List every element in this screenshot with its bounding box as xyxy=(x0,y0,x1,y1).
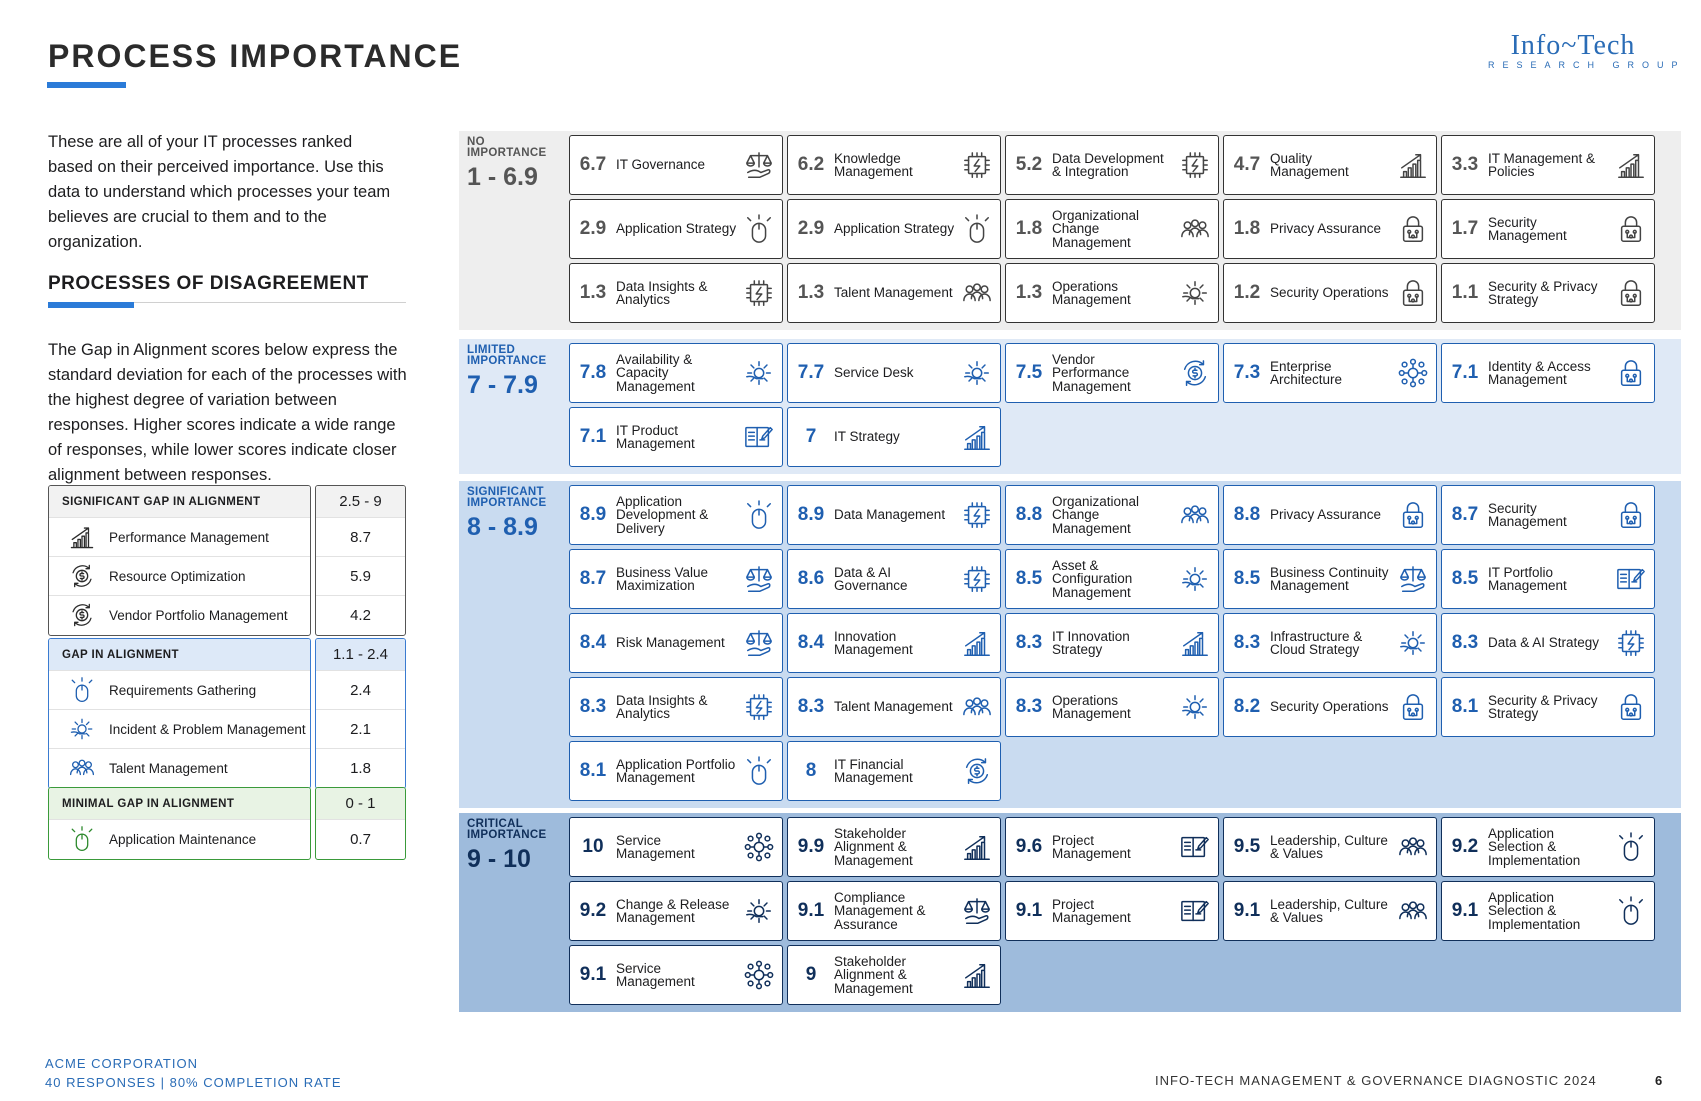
band-range: 8 - 8.9 xyxy=(467,513,538,541)
band-label xyxy=(467,487,567,542)
chart-growth-icon xyxy=(1178,626,1212,660)
scale-hand-icon xyxy=(742,148,776,182)
process-name: Enterprise Architecture xyxy=(1270,358,1343,387)
gap-process-name: Application Maintenance xyxy=(109,831,257,847)
gear-hand-icon xyxy=(1396,626,1430,660)
process-card xyxy=(569,741,783,801)
process-card xyxy=(787,945,1001,1005)
gap-score-list xyxy=(315,485,406,636)
gap-description: The Gap in Alignment scores below express the standard deviation for each of the processes with the highest degree of variation between responses. Higher scores indicate a wide range of responses, while lower scores indicate closer alignment between responses. xyxy=(48,341,407,484)
gap-process-name: Resource Optimization xyxy=(109,568,246,584)
process-card xyxy=(1441,343,1655,403)
lock-icon xyxy=(1396,690,1430,724)
process-card xyxy=(1441,613,1655,673)
lock-icon xyxy=(1614,690,1648,724)
process-name: IT Governance xyxy=(616,157,706,173)
process-score: 8.9 xyxy=(579,504,607,525)
process-name: Data & AI Strategy xyxy=(1488,635,1600,651)
chart-growth-icon xyxy=(960,958,994,992)
process-name: Data Management xyxy=(834,507,946,523)
process-score: 7.1 xyxy=(1451,362,1479,383)
band-name: SIGNIFICANT IMPORTANCE xyxy=(467,486,547,509)
process-name: Talent Management xyxy=(834,285,953,301)
process-score: 1.1 xyxy=(1451,282,1479,303)
process-name: Innovation Management xyxy=(834,628,913,657)
process-card xyxy=(569,485,783,545)
title-underline xyxy=(47,82,126,88)
footer-company-info xyxy=(45,1054,342,1092)
process-name: Leadership, Culture & Values xyxy=(1270,832,1388,861)
importance-band xyxy=(459,481,1681,808)
mouse-click-icon xyxy=(1614,830,1648,864)
gap-process-list xyxy=(48,638,311,789)
process-card xyxy=(1223,263,1437,323)
logo-wordmark: Info~Tech xyxy=(1510,30,1636,61)
process-name: Security & Privacy Strategy xyxy=(1488,278,1598,307)
people-group-icon xyxy=(1396,894,1430,928)
process-card xyxy=(1005,677,1219,737)
gap-group xyxy=(48,638,406,790)
process-name: Service Management xyxy=(616,960,695,989)
process-score: 8.5 xyxy=(1015,568,1043,589)
gap-process-name: Performance Management xyxy=(109,529,269,545)
process-score: 9.1 xyxy=(579,964,607,985)
gap-process-name: Talent Management xyxy=(109,760,228,776)
band-name: CRITICAL IMPORTANCE xyxy=(467,818,547,841)
process-card xyxy=(1005,135,1219,195)
process-card xyxy=(787,817,1001,877)
band-range: 7 - 7.9 xyxy=(467,371,538,399)
process-score: 8.3 xyxy=(1233,632,1261,653)
process-name: Security Management xyxy=(1488,214,1567,243)
people-group-icon xyxy=(1178,498,1212,532)
gap-score: 4.2 xyxy=(316,595,405,634)
process-score: 1.2 xyxy=(1233,282,1261,303)
importance-band xyxy=(459,813,1681,1012)
process-card xyxy=(787,135,1001,195)
footer-responses: 40 RESPONSES | 80% COMPLETION RATE xyxy=(45,1075,342,1090)
process-card xyxy=(1441,199,1655,259)
scale-hand-icon xyxy=(1396,562,1430,596)
process-card xyxy=(1441,677,1655,737)
process-card xyxy=(1005,199,1219,259)
chip-bolt-icon xyxy=(742,276,776,310)
process-name: Organizational Change Management xyxy=(1052,493,1140,536)
process-name: Service Desk xyxy=(834,365,914,381)
process-name: Asset & Configuration Management xyxy=(1052,557,1133,600)
scale-hand-icon xyxy=(742,626,776,660)
process-name: Vendor Performance Management xyxy=(1052,351,1131,394)
process-card xyxy=(1223,613,1437,673)
gear-hand-icon xyxy=(1178,690,1212,724)
gap-group-range: 0 - 1 xyxy=(316,788,405,819)
band-name: NO IMPORTANCE xyxy=(467,136,547,159)
gap-row xyxy=(49,819,310,858)
process-name: Operations Management xyxy=(1052,692,1131,721)
lock-icon xyxy=(1396,498,1430,532)
gap-process-list xyxy=(48,485,311,636)
process-name: Data Insights & Analytics xyxy=(616,692,708,721)
page-title: PROCESS IMPORTANCE xyxy=(48,38,463,74)
lock-icon xyxy=(1614,356,1648,390)
process-score: 8.6 xyxy=(797,568,825,589)
gap-score-list xyxy=(315,787,406,860)
gap-row xyxy=(49,517,310,556)
process-name: Security Operations xyxy=(1270,699,1389,715)
network-hub-icon xyxy=(1396,356,1430,390)
process-name: Application Development & Delivery xyxy=(616,493,709,536)
process-name: Organizational Change Management xyxy=(1052,207,1140,250)
process-score: 7.3 xyxy=(1233,362,1261,383)
process-name: Data Insights & Analytics xyxy=(616,278,708,307)
process-score: 1.8 xyxy=(1015,218,1043,239)
gap-row xyxy=(49,670,310,709)
process-card xyxy=(1223,817,1437,877)
mouse-click-icon xyxy=(1614,894,1648,928)
process-score: 8.9 xyxy=(797,504,825,525)
process-name: IT Management & Policies xyxy=(1488,150,1596,179)
process-card xyxy=(1005,485,1219,545)
process-card xyxy=(787,613,1001,673)
process-score: 7.7 xyxy=(797,362,825,383)
mouse-click-icon xyxy=(67,677,97,703)
chart-growth-icon xyxy=(67,524,97,550)
chip-bolt-icon xyxy=(1614,626,1648,660)
process-score: 6.7 xyxy=(579,154,607,175)
process-score: 6.2 xyxy=(797,154,825,175)
process-name: Infrastructure & Cloud Strategy xyxy=(1270,628,1363,657)
gap-row xyxy=(49,595,310,634)
gap-score: 2.4 xyxy=(316,670,405,709)
process-score: 3.3 xyxy=(1451,154,1479,175)
process-name: Stakeholder Alignment & Management xyxy=(834,825,913,868)
chip-bolt-icon xyxy=(960,498,994,532)
process-card xyxy=(569,677,783,737)
process-card xyxy=(787,263,1001,323)
process-name: Application Selection & Implementation xyxy=(1488,889,1581,932)
chip-bolt-icon xyxy=(1178,148,1212,182)
process-score: 9 xyxy=(805,964,817,985)
process-score: 8.1 xyxy=(1451,696,1479,717)
process-card xyxy=(569,407,783,467)
process-name: Project Management xyxy=(1052,832,1131,861)
process-score: 9.6 xyxy=(1015,836,1043,857)
process-card xyxy=(1005,343,1219,403)
process-card xyxy=(1441,817,1655,877)
process-card xyxy=(787,485,1001,545)
book-pen-icon xyxy=(1178,830,1212,864)
process-name: Quality Management xyxy=(1270,150,1349,179)
book-pen-icon xyxy=(1178,894,1212,928)
process-card xyxy=(569,549,783,609)
process-name: Talent Management xyxy=(834,699,953,715)
process-score: 9.1 xyxy=(1015,900,1043,921)
process-score: 8.1 xyxy=(579,760,607,781)
gap-process-name: Incident & Problem Management xyxy=(109,721,306,737)
process-name: IT Portfolio Management xyxy=(1488,564,1567,593)
chart-growth-icon xyxy=(960,626,994,660)
gap-score-list xyxy=(315,638,406,789)
process-card xyxy=(787,407,1001,467)
process-name: Privacy Assurance xyxy=(1270,221,1382,237)
band-label xyxy=(467,819,567,874)
process-name: Security Operations xyxy=(1270,285,1389,301)
gap-group xyxy=(48,787,406,861)
lock-icon xyxy=(1396,276,1430,310)
process-card xyxy=(787,741,1001,801)
gear-hand-icon xyxy=(960,356,994,390)
process-name: Project Management xyxy=(1052,896,1131,925)
process-name: Data & AI Governance xyxy=(834,564,908,593)
gap-score: 5.9 xyxy=(316,556,405,595)
process-name: Application Strategy xyxy=(616,221,737,237)
chart-growth-icon xyxy=(1614,148,1648,182)
process-card xyxy=(1441,549,1655,609)
gap-score: 1.8 xyxy=(316,748,405,787)
dollar-cycle-icon xyxy=(67,563,97,589)
gap-group-label: MINIMAL GAP IN ALIGNMENT xyxy=(49,788,310,819)
process-card xyxy=(1223,485,1437,545)
process-score: 10 xyxy=(582,836,604,857)
people-group-icon xyxy=(960,276,994,310)
process-name: Operations Management xyxy=(1052,278,1131,307)
process-card xyxy=(1441,881,1655,941)
process-name: Change & Release Management xyxy=(616,896,730,925)
footer-report-title: INFO-TECH MANAGEMENT & GOVERNANCE DIAGNOSTIC 2024 xyxy=(1155,1073,1597,1088)
process-card xyxy=(1223,677,1437,737)
scale-hand-icon xyxy=(742,562,776,596)
process-score: 1.3 xyxy=(797,282,825,303)
gap-score: 2.1 xyxy=(316,709,405,748)
mouse-click-icon xyxy=(742,498,776,532)
gap-process-name: Requirements Gathering xyxy=(109,682,257,698)
gap-group-range: 2.5 - 9 xyxy=(316,486,405,517)
process-score: 9.1 xyxy=(1233,900,1261,921)
process-score: 8.7 xyxy=(579,568,607,589)
process-score: 9.2 xyxy=(1451,836,1479,857)
process-name: Application Portfolio Management xyxy=(616,756,736,785)
process-card xyxy=(569,881,783,941)
process-score: 1.3 xyxy=(1015,282,1043,303)
people-group-icon xyxy=(960,690,994,724)
chart-growth-icon xyxy=(960,420,994,454)
process-name: Privacy Assurance xyxy=(1270,507,1382,523)
gear-hand-icon xyxy=(1178,276,1212,310)
lock-icon xyxy=(1614,212,1648,246)
people-group-icon xyxy=(1178,212,1212,246)
gear-hand-icon xyxy=(742,356,776,390)
band-range: 9 - 10 xyxy=(467,845,531,873)
process-score: 2.9 xyxy=(579,218,607,239)
process-score: 7 xyxy=(805,426,817,447)
network-hub-icon xyxy=(742,830,776,864)
process-score: 8 xyxy=(805,760,817,781)
gap-group-label: GAP IN ALIGNMENT xyxy=(49,639,310,670)
gap-row xyxy=(49,709,310,748)
process-card xyxy=(1441,135,1655,195)
process-name: Availability & Capacity Management xyxy=(616,351,695,394)
lock-icon xyxy=(1396,212,1430,246)
people-group-icon xyxy=(1396,830,1430,864)
process-score: 9.9 xyxy=(797,836,825,857)
process-name: Compliance Management & Assurance xyxy=(834,889,926,932)
process-card xyxy=(1005,613,1219,673)
process-card xyxy=(569,817,783,877)
process-name: IT Strategy xyxy=(834,429,900,445)
band-range: 1 - 6.9 xyxy=(467,163,538,191)
process-name: Stakeholder Alignment & Management xyxy=(834,953,913,996)
process-score: 7.8 xyxy=(579,362,607,383)
heading-underline xyxy=(48,302,134,308)
dollar-cycle-icon xyxy=(1178,356,1212,390)
process-name: Identity & Access Management xyxy=(1488,358,1591,387)
process-card xyxy=(1441,485,1655,545)
chip-bolt-icon xyxy=(960,148,994,182)
process-score: 9.2 xyxy=(579,900,607,921)
mouse-click-icon xyxy=(67,826,97,852)
process-card xyxy=(787,881,1001,941)
book-pen-icon xyxy=(742,420,776,454)
process-score: 9.1 xyxy=(1451,900,1479,921)
process-name: Application Selection & Implementation xyxy=(1488,825,1581,868)
band-label xyxy=(467,137,567,192)
process-score: 8.5 xyxy=(1233,568,1261,589)
chip-bolt-icon xyxy=(742,690,776,724)
disagreement-heading: PROCESSES OF DISAGREEMENT xyxy=(48,273,369,294)
gap-process-name: Vendor Portfolio Management xyxy=(109,607,288,623)
process-score: 8.3 xyxy=(797,696,825,717)
gear-hand-icon xyxy=(742,894,776,928)
process-name: Business Value Maximization xyxy=(616,564,709,593)
process-score: 8.8 xyxy=(1233,504,1261,525)
process-card xyxy=(569,199,783,259)
process-score: 8.3 xyxy=(579,696,607,717)
process-name: Security Management xyxy=(1488,500,1567,529)
intro-paragraph: These are all of your IT processes ranked based on their perceived importance. Use this data to understand which processes your team believes are crucial to them and to the organization. xyxy=(48,133,391,251)
gap-group-label: SIGNIFICANT GAP IN ALIGNMENT xyxy=(49,486,310,517)
process-score: 2.9 xyxy=(797,218,825,239)
process-score: 1.8 xyxy=(1233,218,1261,239)
process-score: 8.8 xyxy=(1015,504,1043,525)
process-card xyxy=(1005,263,1219,323)
chart-growth-icon xyxy=(960,830,994,864)
process-card xyxy=(1223,881,1437,941)
process-score: 9.1 xyxy=(797,900,825,921)
process-score: 8.4 xyxy=(579,632,607,653)
dollar-cycle-icon xyxy=(960,754,994,788)
process-card xyxy=(569,135,783,195)
process-name: Business Continuity Management xyxy=(1270,564,1389,593)
process-score: 9.5 xyxy=(1233,836,1261,857)
process-score: 8.2 xyxy=(1233,696,1261,717)
process-card xyxy=(569,613,783,673)
process-name: IT Financial Management xyxy=(834,756,913,785)
process-card xyxy=(1005,549,1219,609)
process-name: Data Development & Integration xyxy=(1052,150,1164,179)
lock-icon xyxy=(1614,276,1648,310)
process-card xyxy=(569,343,783,403)
importance-band xyxy=(459,131,1681,330)
band-label xyxy=(467,345,567,400)
process-card xyxy=(787,199,1001,259)
process-score: 5.2 xyxy=(1015,154,1043,175)
book-pen-icon xyxy=(1614,562,1648,596)
chip-bolt-icon xyxy=(960,562,994,596)
process-name: Leadership, Culture & Values xyxy=(1270,896,1388,925)
process-card xyxy=(787,343,1001,403)
process-score: 1.7 xyxy=(1451,218,1479,239)
band-name: LIMITED IMPORTANCE xyxy=(467,344,547,367)
process-score: 8.7 xyxy=(1451,504,1479,525)
gap-score: 0.7 xyxy=(316,819,405,858)
lock-icon xyxy=(1614,498,1648,532)
process-card xyxy=(1223,199,1437,259)
gap-score: 8.7 xyxy=(316,517,405,556)
process-name: Application Strategy xyxy=(834,221,955,237)
gap-process-list xyxy=(48,787,311,860)
gap-group-range: 1.1 - 2.4 xyxy=(316,639,405,670)
process-card xyxy=(1223,549,1437,609)
mouse-click-icon xyxy=(960,212,994,246)
process-name: Security & Privacy Strategy xyxy=(1488,692,1598,721)
process-score: 8.5 xyxy=(1451,568,1479,589)
process-score: 8.3 xyxy=(1015,696,1043,717)
process-card xyxy=(1441,263,1655,323)
process-name: Service Management xyxy=(616,832,695,861)
gear-hand-icon xyxy=(1178,562,1212,596)
process-name: Risk Management xyxy=(616,635,725,651)
gap-group xyxy=(48,485,406,637)
network-hub-icon xyxy=(742,958,776,992)
process-name: IT Innovation Strategy xyxy=(1052,628,1130,657)
chart-growth-icon xyxy=(1396,148,1430,182)
gear-hand-icon xyxy=(67,716,97,742)
mouse-click-icon xyxy=(742,212,776,246)
process-card xyxy=(1223,343,1437,403)
dollar-cycle-icon xyxy=(67,602,97,628)
process-score: 8.3 xyxy=(1015,632,1043,653)
process-score: 8.3 xyxy=(1451,632,1479,653)
process-score: 7.5 xyxy=(1015,362,1043,383)
process-name: IT Product Management xyxy=(616,422,695,451)
process-score: 1.3 xyxy=(579,282,607,303)
process-card xyxy=(1005,817,1219,877)
process-card xyxy=(1005,881,1219,941)
gap-row xyxy=(49,748,310,787)
process-card xyxy=(569,263,783,323)
footer-company: ACME CORPORATION xyxy=(45,1056,198,1071)
scale-hand-icon xyxy=(960,894,994,928)
page-number: 6 xyxy=(1655,1073,1663,1088)
gap-row xyxy=(49,556,310,595)
people-group-icon xyxy=(67,755,97,781)
process-card xyxy=(787,549,1001,609)
process-card xyxy=(569,945,783,1005)
logo-subtitle: RESEARCH GROUP xyxy=(1488,60,1686,70)
process-card xyxy=(787,677,1001,737)
process-score: 7.1 xyxy=(579,426,607,447)
process-card xyxy=(1223,135,1437,195)
mouse-click-icon xyxy=(742,754,776,788)
process-score: 4.7 xyxy=(1233,154,1261,175)
process-score: 8.4 xyxy=(797,632,825,653)
importance-band xyxy=(459,339,1681,474)
process-name: Knowledge Management xyxy=(834,150,913,179)
company-logo xyxy=(1488,30,1686,70)
